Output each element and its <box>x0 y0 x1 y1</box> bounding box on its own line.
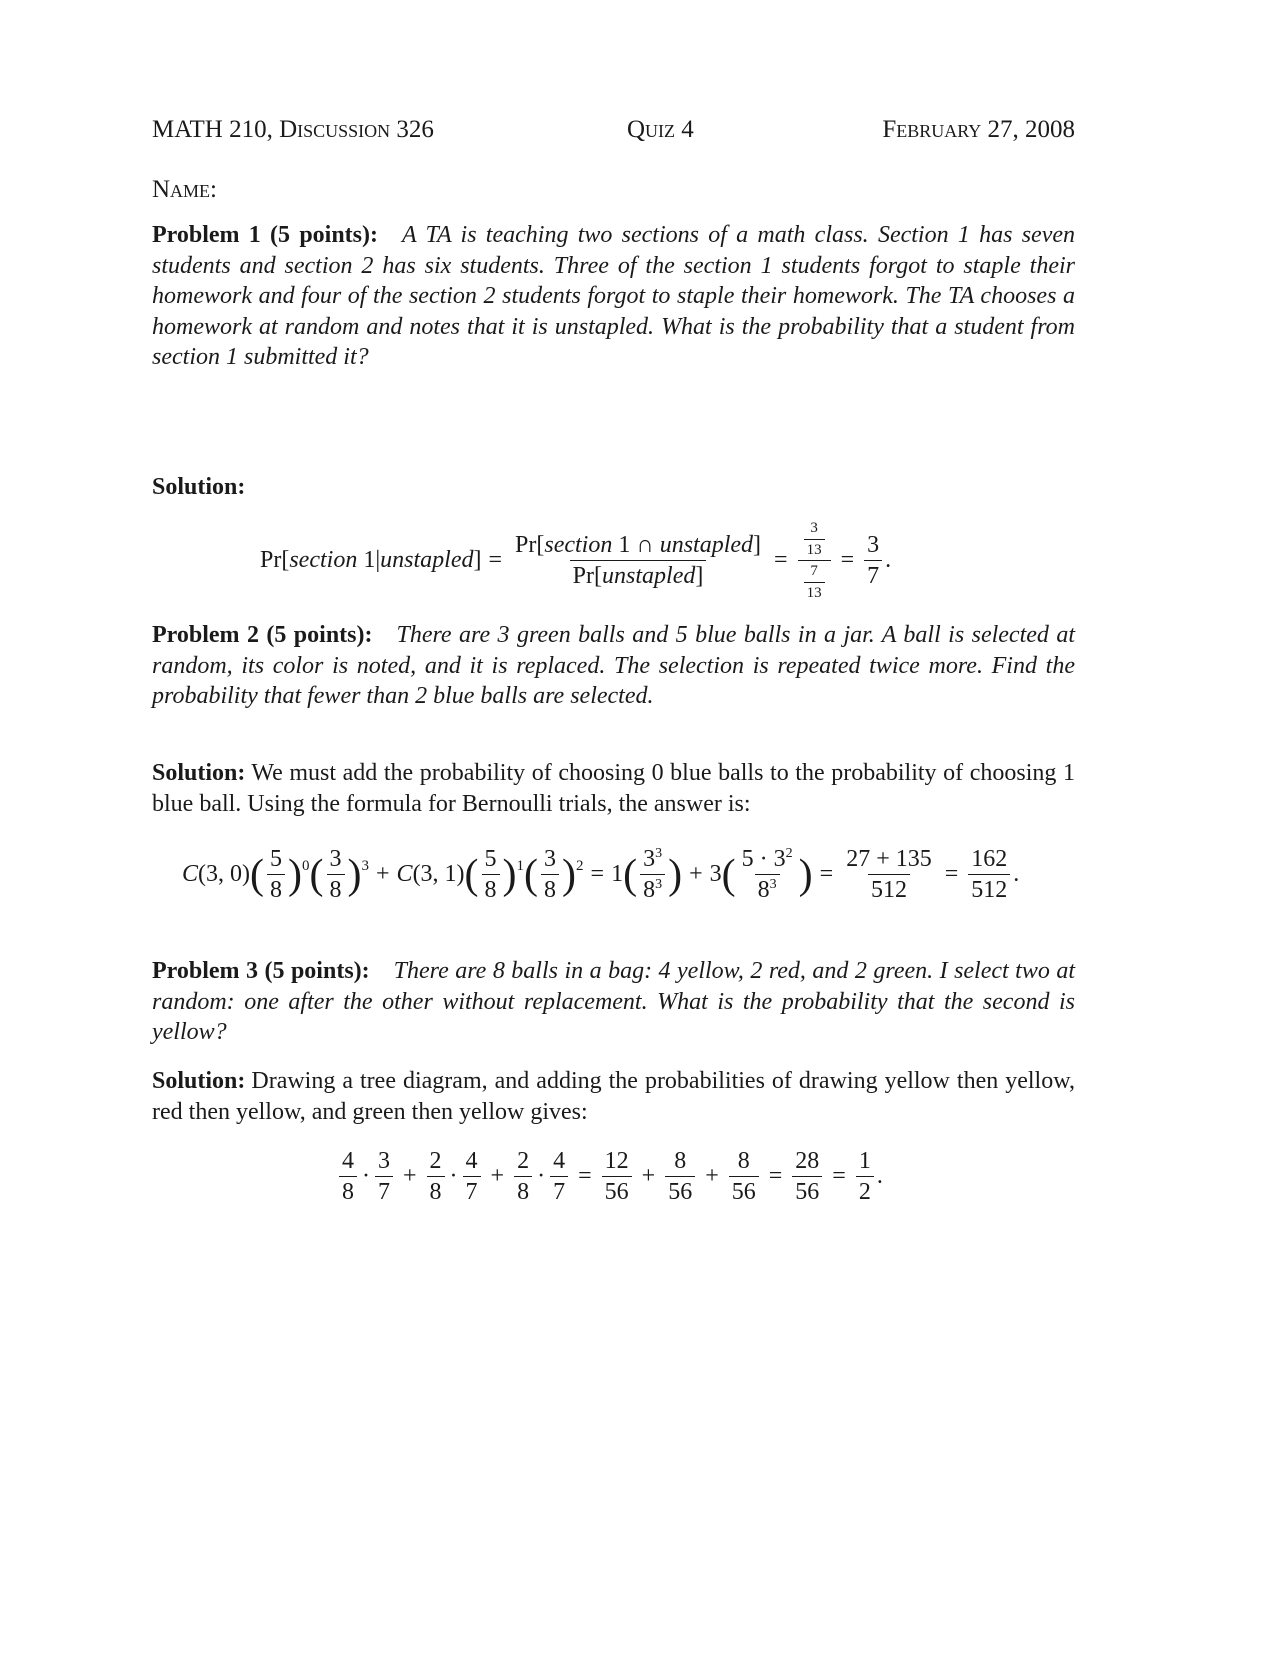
solution-label: Solution: <box>152 474 246 500</box>
problem-3-equation: $\frac{4}{8}$ · $\frac{3}{7}$ + $\frac{2}{8}$ · $\frac{4}{7}$ + $\frac{2}{8}$ · $\frac{4}{7}$ = $\frac{12}{56}$ + $\frac{8}{56}$ + $\frac{8}{56}$ = $\frac{28}{56}$ = $\frac{1}{2}$ . <box>336 1148 883 1206</box>
course-title: MATH 210, Discussion 326 <box>152 116 434 143</box>
problem-1-text: A TA is teaching two sections of a math class. Section 1 has seven students and section 2 has six students. Three of the section 1 students forgot to staple their homework and four of the section 2 students forgot to staple their homework. The TA chooses a homework at random and notes that it is unstapled. What is the probability that a student from section 1 submitted it? <box>152 222 1075 370</box>
problem-1 <box>152 220 1075 373</box>
solution-label: Solution: <box>152 760 246 786</box>
problem-3-text: There are 8 balls in a bag: 4 yellow, 2 red, and 2 green. I select two at random: one after the other without replacement. What is the probability that the second is yellow? <box>152 958 1076 1045</box>
problem-3-solution-text: Drawing a tree diagram, and adding the probabilities of drawing yellow then yellow, red then yellow, and green then yellow gives: <box>152 1068 1075 1125</box>
problem-2-text: There are 3 green balls and 5 blue balls in a jar. A ball is selected at random, its color is noted, and it is replaced. The selection is repeated twice more. Find the probability that fewer than 2 blue balls are selected. <box>152 622 1075 709</box>
problem-3-solution <box>152 1066 1075 1127</box>
problem-3 <box>152 956 1075 1048</box>
quiz-date: February 27, 2008 <box>882 116 1075 143</box>
problem-1-solution-label <box>152 472 1075 503</box>
problem-2-solution <box>152 758 1075 819</box>
name-label: Name: <box>152 176 217 203</box>
quiz-title: Quiz 4 <box>627 116 694 143</box>
problem-2 <box>152 620 1075 712</box>
problem-1-label: Problem 1 (5 points): <box>152 222 378 248</box>
solution-label: Solution: <box>152 1068 246 1094</box>
problem-2-solution-text: We must add the probability of choosing 0 blue balls to the probability of choosing 1 blue ball. Using the formula for Bernoulli trials, the answer is: <box>152 760 1075 817</box>
problem-2-label: Problem 2 (5 points): <box>152 622 373 648</box>
page-header <box>152 116 1075 148</box>
problem-3-label: Problem 3 (5 points): <box>152 958 370 984</box>
problem-1-equation: Pr[section 1|unstapled] = $\frac{\text{Pr[section 1 ∩ unstapled]}}{\text{Pr[unstapled]}}$ = $\frac{\frac{3}{13}}{\frac{7}{13}}$ = $\frac{3}{7}$ . <box>260 520 892 601</box>
problem-2-equation: C (3, 0) ( $\frac{5}{8}$ ) 0 ( $\frac{3}{8}$ ) 3 + C (3, 1) ( $\frac{5}{8}$ ) 1 ( $\frac{3}{8}$ ) 2 = 1 ( $\frac{3^3}{8^3}$ ) + 3 ( $\frac{5 \cdot 3^2}{8^3}$ ) = $\frac{27 + 135}{512}$ = $\frac{162}{512}$ . <box>182 846 1020 904</box>
